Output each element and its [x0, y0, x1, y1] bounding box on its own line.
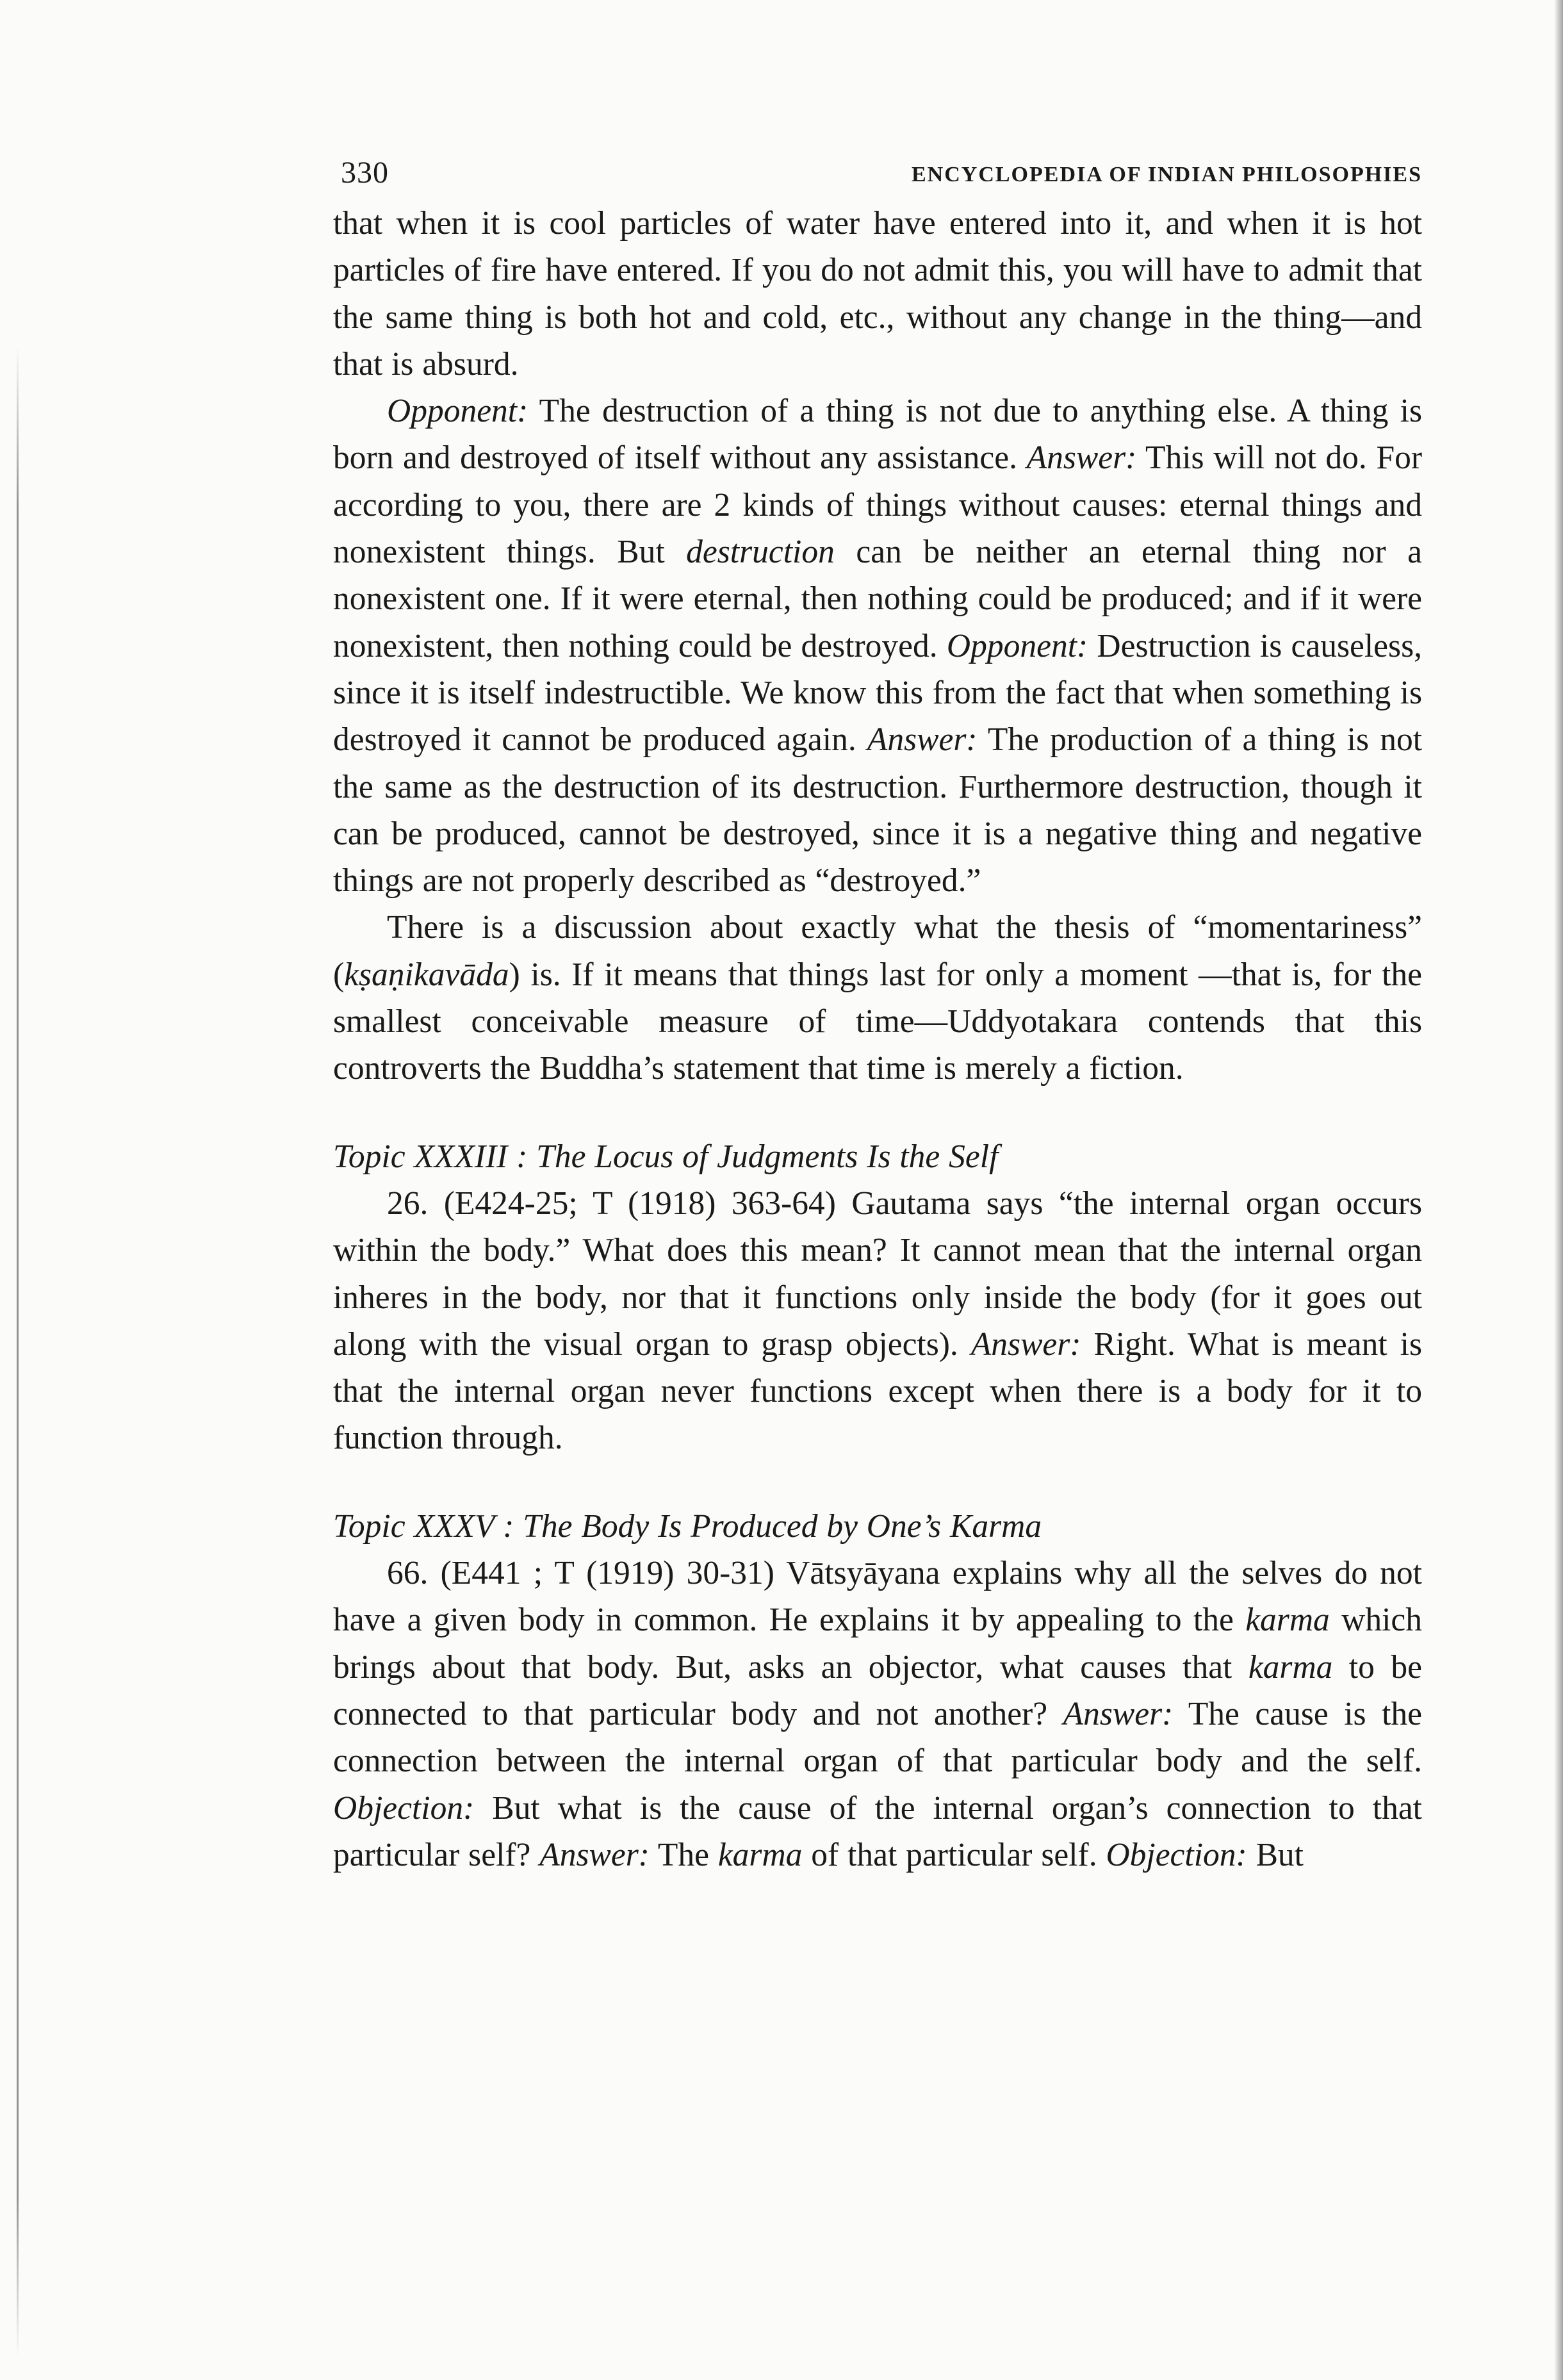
speaker-label: Objection:: [1106, 1836, 1247, 1873]
paragraph-text: 66. (E441 ; T (1919) 30-31) Vātsyāyana explains why all the selves do not have a given body in common. He explains it by appealing to the: [333, 1555, 1422, 1639]
speaker-label: Answer:: [867, 721, 978, 759]
paragraph-text: of that particular self.: [802, 1836, 1106, 1873]
paragraph-text: ) is. If it means that things last for only a moment —that is, for the smallest conceivable measure of time—Uddyotakara contends that this controverts the Buddha’s statement that time is merely a fiction.: [333, 956, 1422, 1087]
paragraph-text: But what is the cause of the internal organ’s connection to that particular self?: [333, 1789, 1422, 1873]
emphasis-term: karma: [1248, 1648, 1333, 1686]
paragraph-text: This will not do. For according to you, there are 2 kinds of things without causes: eternal things and nonexistent things. But: [333, 439, 1422, 571]
paragraph-continuation: that when it is cool particles of water have entered into it, and when it is hot particles of fire have entered. If you do not admit this, you will have to admit that the same thing is both hot and cold, etc., without any change in the thing—and that is absurd.: [333, 205, 1422, 382]
running-head: [333, 149, 1422, 200]
running-title: ENCYCLOPEDIA OF INDIAN PHILOSOPHIES: [911, 163, 1422, 186]
paragraph-text: The: [649, 1836, 718, 1873]
emphasis-term: karma: [1245, 1602, 1330, 1639]
paragraph-text: 26. (E424-25; T (1918) 363-64) Gautama says “the internal organ occurs within the body.” What does this mean? It cannot mean that the internal organ inheres in the body, nor that it functions only inside the body (for it goes out along with the visual organ to grasp objects).: [333, 1185, 1422, 1363]
speaker-label: Answer:: [539, 1836, 650, 1873]
paragraph-text: The destruction of a thing is not due to anything else. A thing is born and destroyed of itself without any assistance.: [333, 393, 1422, 477]
speaker-label: Answer:: [970, 1325, 1081, 1363]
paragraph-momentariness: [333, 904, 1422, 1092]
section-gap: [333, 1462, 1422, 1503]
topic-heading-33: Topic XXXIII : The Locus of Judgments Is the Self: [333, 1138, 999, 1175]
book-page: [333, 149, 1422, 1878]
paragraph-text: There is a discussion about exactly what the thesis of “momentariness” (: [333, 909, 1422, 993]
emphasis-term: destruction: [686, 534, 835, 571]
paragraph-text: Destruction is causeless, since it is itself indestructible. We know this from the fact that when something is destroyed it cannot be produced again.: [333, 627, 1422, 759]
paragraph-text: to be connected to that particular body and not another?: [333, 1648, 1423, 1732]
paragraph-opponent-answer: [333, 388, 1422, 904]
paragraph-text: The cause is the connection between the internal organ of that particular body and the self.: [333, 1695, 1422, 1780]
emphasis-term: kṣaṇikavāda: [344, 956, 509, 993]
speaker-label: Answer:: [1026, 439, 1137, 477]
paragraph-topic-35: [333, 1550, 1422, 1878]
emphasis-term: karma: [717, 1836, 803, 1873]
paragraph-text: The production of a thing is not the same as the destruction of its destruction. Furthermore destruction, though it can be produced, cannot be destroyed, since it is a negative thing and negative things are not properly described as “destroyed.”: [333, 721, 1423, 899]
scan-edge-right: [1554, 0, 1563, 2380]
speaker-label: Objection:: [333, 1789, 475, 1826]
topic-heading-35: Topic XXXV : The Body Is Produced by One’s Karma: [333, 1507, 1042, 1545]
body-text: [333, 200, 1422, 1878]
scan-edge-left: [17, 346, 19, 2358]
paragraph-text: But: [1247, 1836, 1304, 1873]
page-number: 330: [341, 156, 389, 190]
paragraph-text: Right. What is meant is that the internal organ never functions except when there is a body for it to function through.: [333, 1325, 1422, 1457]
paragraph-text: which brings about that body. But, asks an objector, what causes that: [333, 1602, 1423, 1686]
speaker-label: Answer:: [1063, 1695, 1174, 1732]
speaker-label: Opponent:: [946, 627, 1088, 664]
paragraph-text: can be neither an eternal thing nor a nonexistent one. If it were eternal, then nothing could be produced; and if it were nonexistent, then nothing could be destroyed.: [333, 534, 1422, 664]
section-gap: [333, 1092, 1422, 1133]
speaker-label: Opponent:: [387, 393, 528, 430]
paragraph-topic-33: [333, 1180, 1422, 1462]
